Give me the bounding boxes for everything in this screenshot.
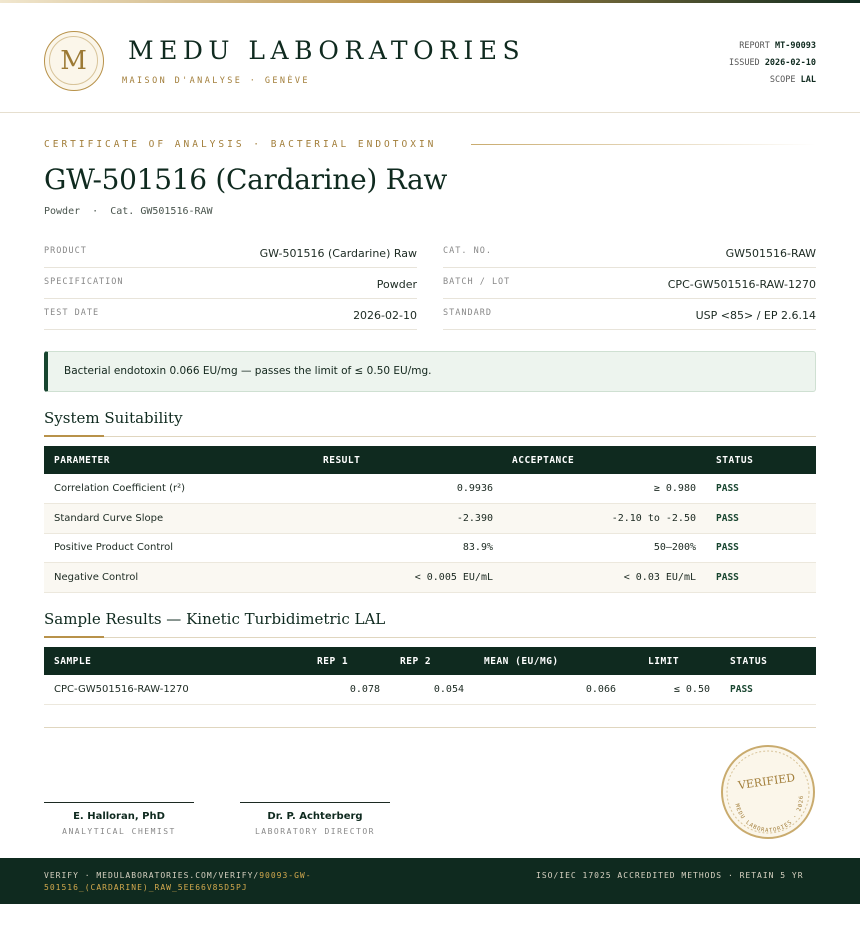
column-header: SAMPLE <box>44 647 307 675</box>
signatory-role: LABORATORY DIRECTOR <box>254 827 375 836</box>
issued-date <box>729 55 816 72</box>
status-badge: PASS <box>706 533 816 563</box>
footer <box>0 858 860 904</box>
info-label: STANDARD <box>443 308 492 318</box>
cell-acceptance: -2.10 to -2.50 <box>503 504 706 534</box>
section-accent <box>44 636 104 638</box>
table-header-row <box>44 446 816 474</box>
cell-result: -2.390 <box>313 504 503 534</box>
cell-sample: CPC-GW501516-RAW-1270 <box>44 675 307 705</box>
cell-parameter: Standard Curve Slope <box>44 504 313 534</box>
info-label: SPECIFICATION <box>44 277 124 287</box>
section-divider <box>44 436 816 437</box>
report-value: MT-90093 <box>775 41 816 51</box>
report-number <box>729 38 816 55</box>
cell-rep1: 0.078 <box>307 675 390 705</box>
info-row-standard <box>443 299 816 330</box>
cell-parameter: Correlation Coefficient (r²) <box>44 474 313 504</box>
signatory-name: E. Halloran, PhD <box>73 811 165 822</box>
seal-main-text: VERIFIED <box>737 771 796 793</box>
info-grid-left <box>44 237 417 330</box>
column-header: REP 2 <box>390 647 474 675</box>
column-header: MEAN (EU/MG) <box>474 647 626 675</box>
cell-acceptance: < 0.03 EU/mL <box>503 563 706 593</box>
column-header: PARAMETER <box>44 446 313 474</box>
cell-parameter: Positive Product Control <box>44 533 313 563</box>
status-badge: PASS <box>720 675 816 705</box>
report-meta <box>729 38 816 89</box>
info-value: USP <85> / EP 2.6.14 <box>695 309 816 322</box>
section-title-system-suitability: System Suitability <box>44 409 183 427</box>
eyebrow-divider <box>471 144 816 145</box>
cell-acceptance: ≥ 0.980 <box>503 474 706 504</box>
logo-emblem <box>44 31 104 91</box>
info-row-product <box>44 237 417 268</box>
verified-seal <box>720 744 816 840</box>
pass-banner-text: Bacterial endotoxin 0.066 EU/mg — passes the limit of ≤ 0.50 EU/mg. <box>64 365 432 377</box>
table-row <box>44 504 816 534</box>
table-row <box>44 675 816 705</box>
info-label: TEST DATE <box>44 308 100 318</box>
status-badge: PASS <box>706 474 816 504</box>
cell-rep2: 0.054 <box>390 675 474 705</box>
info-label: BATCH / LOT <box>443 277 511 287</box>
issued-label: ISSUED <box>728 58 760 68</box>
info-label: PRODUCT <box>44 246 87 256</box>
sample-results-table <box>44 647 816 705</box>
section-accent <box>44 435 104 437</box>
status-badge: PASS <box>706 504 816 534</box>
info-row-test-date <box>44 299 417 330</box>
info-value: Powder <box>376 278 417 291</box>
info-value: 2026-02-10 <box>353 309 417 322</box>
system-suitability-table <box>44 446 816 593</box>
scope-label: SCOPE <box>769 75 796 85</box>
column-header: STATUS <box>720 647 816 675</box>
seal-ring-text: MEDU LABORATORIES · 2026 <box>733 794 805 834</box>
signatory-role: ANALYTICAL CHEMIST <box>62 827 176 836</box>
status-badge: PASS <box>706 563 816 593</box>
info-label: CAT. NO. <box>443 246 492 256</box>
table-row <box>44 563 816 593</box>
certificate-eyebrow: CERTIFICATE OF ANALYSIS · BACTERIAL ENDOTOXIN <box>44 139 437 150</box>
info-value: GW-501516 (Cardarine) Raw <box>259 247 417 260</box>
table-header-row <box>44 647 816 675</box>
pass-banner <box>44 351 816 392</box>
brand-name: MEDU LABORATORIES <box>128 36 526 65</box>
info-row-specification <box>44 268 417 299</box>
signature-block-director <box>240 802 390 836</box>
signature-divider <box>44 727 816 728</box>
letterhead <box>0 3 860 113</box>
scope <box>729 72 816 89</box>
brand-tagline: MAISON D'ANALYSE · GENÈVE <box>122 76 310 86</box>
verify-line <box>44 870 344 894</box>
table-row <box>44 533 816 563</box>
page-title: GW-501516 (Cardarine) Raw <box>44 163 448 196</box>
issued-value: 2026-02-10 <box>764 58 816 68</box>
page-subtitle: Powder · Cat. GW501516-RAW <box>44 206 213 217</box>
verify-link[interactable]: 90093-GW-501516_(CARDARINE)_RAW_5EE66V85D5PJ <box>44 871 312 892</box>
cell-acceptance: 50–200% <box>503 533 706 563</box>
column-header: RESULT <box>313 446 503 474</box>
info-grid-right <box>443 237 816 330</box>
column-header: LIMIT <box>626 647 720 675</box>
column-header: STATUS <box>706 446 816 474</box>
report-label: REPORT <box>739 41 770 51</box>
cell-result: 0.9936 <box>313 474 503 504</box>
info-row-batch-lot <box>443 268 816 299</box>
info-row-cat-no <box>443 237 816 268</box>
accreditation-note: ISO/IEC 17025 ACCREDITED METHODS · RETAIN 5 YR <box>536 871 804 880</box>
section-title-sample-results: Sample Results — Kinetic Turbidimetric LAL <box>44 610 386 628</box>
info-value: GW501516-RAW <box>725 247 816 260</box>
cell-mean: 0.066 <box>474 675 626 705</box>
cell-result: < 0.005 EU/mL <box>313 563 503 593</box>
section-divider <box>44 637 816 638</box>
column-header: REP 1 <box>307 647 390 675</box>
table-row <box>44 474 816 504</box>
cell-parameter: Negative Control <box>44 563 313 593</box>
signature-block-chemist <box>44 802 194 836</box>
verify-prefix: VERIFY · MEDULABORATORIES.COM/VERIFY/ <box>44 871 260 880</box>
signatory-name: Dr. P. Achterberg <box>267 811 363 822</box>
cell-result: 83.9% <box>313 533 503 563</box>
column-header: ACCEPTANCE <box>503 446 706 474</box>
logo-letter: M <box>49 36 98 85</box>
info-value: CPC-GW501516-RAW-1270 <box>667 278 816 291</box>
cell-limit: ≤ 0.50 <box>626 675 720 705</box>
scope-value: LAL <box>800 75 816 85</box>
